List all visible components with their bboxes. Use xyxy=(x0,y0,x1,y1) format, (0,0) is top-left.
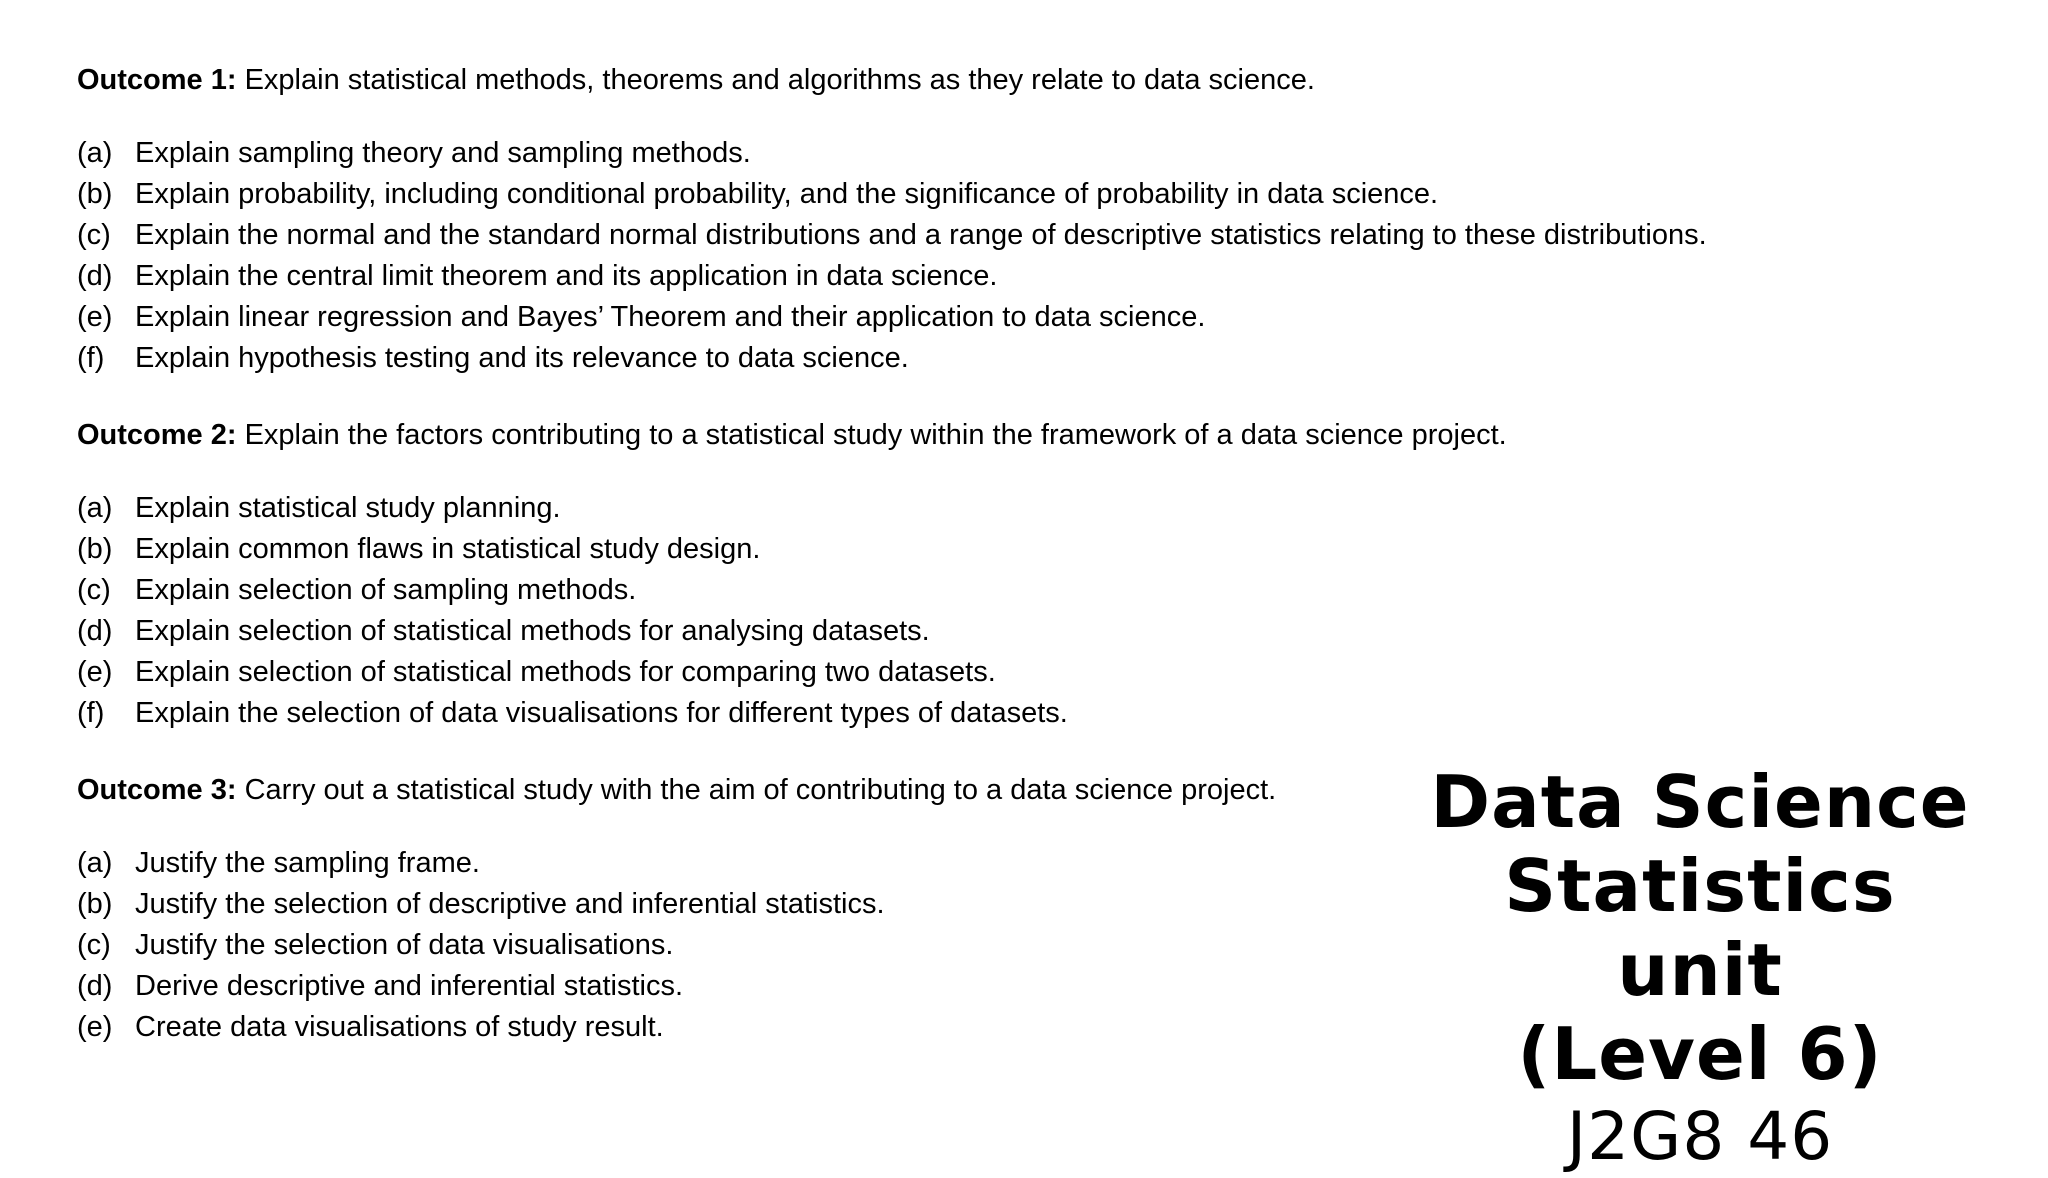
outcome-items xyxy=(77,133,1797,379)
item-marker: (c) xyxy=(77,929,111,961)
outcome-heading xyxy=(77,415,1797,456)
outcome-items xyxy=(77,488,1797,734)
item-text: Justify the selection of descriptive and inferential statistics. xyxy=(135,888,885,920)
item-marker: (d) xyxy=(77,615,113,647)
outcome-description: Explain the factors contributing to a statistical study within the framework of a data science project. xyxy=(236,419,1507,451)
list-item xyxy=(77,338,1797,379)
outcome-1 xyxy=(77,60,1797,379)
item-marker: (b) xyxy=(77,178,113,210)
item-marker: (a) xyxy=(77,847,113,879)
item-text: Explain the central limit theorem and its application in data science. xyxy=(135,260,998,292)
outcome-label: Outcome 1: xyxy=(77,64,237,96)
outcome-description: Carry out a statistical study with the aim of contributing to a data science project. xyxy=(236,774,1277,806)
item-text: Justify the sampling frame. xyxy=(135,847,480,879)
item-marker: (f) xyxy=(77,697,105,729)
item-marker: (e) xyxy=(77,301,113,333)
outcome-heading xyxy=(77,60,1797,101)
outcome-label: Outcome 2: xyxy=(77,419,237,451)
list-item xyxy=(77,611,1797,652)
list-item xyxy=(77,297,1797,338)
list-item xyxy=(77,529,1797,570)
item-marker: (c) xyxy=(77,219,111,251)
item-text: Explain sampling theory and sampling methods. xyxy=(135,137,751,169)
item-text: Explain hypothesis testing and its relevance to data science. xyxy=(135,342,909,374)
outcome-label: Outcome 3: xyxy=(77,774,237,806)
list-item xyxy=(77,652,1797,693)
item-marker: (d) xyxy=(77,260,113,292)
item-text: Explain linear regression and Bayes’ Theorem and their application to data science. xyxy=(135,301,1206,333)
list-item xyxy=(77,215,1797,256)
unit-code: J2G8 46 xyxy=(1566,1098,1834,1175)
unit-title-line-1: Data Science xyxy=(1430,760,1970,844)
list-item xyxy=(77,133,1797,174)
item-text: Explain probability, including conditional probability, and the significance of probability in data science. xyxy=(135,178,1439,210)
list-item xyxy=(77,570,1797,611)
item-marker: (b) xyxy=(77,888,113,920)
item-marker: (c) xyxy=(77,574,111,606)
list-item xyxy=(77,256,1797,297)
item-marker: (f) xyxy=(77,342,105,374)
item-text: Explain selection of sampling methods. xyxy=(135,574,637,606)
list-item xyxy=(77,488,1797,529)
item-text: Explain selection of statistical methods for comparing two datasets. xyxy=(135,656,996,688)
item-text: Create data visualisations of study result. xyxy=(135,1011,664,1043)
item-text: Explain selection of statistical methods for analysing datasets. xyxy=(135,615,930,647)
outcome-2 xyxy=(77,415,1797,734)
item-marker: (e) xyxy=(77,656,113,688)
item-text: Explain the normal and the standard normal distributions and a range of descriptive statistics relating to these distributions. xyxy=(135,219,1707,251)
item-text: Explain common flaws in statistical study design. xyxy=(135,533,761,565)
unit-level: (Level 6) xyxy=(1517,1012,1883,1096)
unit-title-line-2: Statistics unit xyxy=(1504,844,1896,1012)
outcome-description: Explain statistical methods, theorems and algorithms as they relate to data science. xyxy=(236,64,1315,96)
item-marker: (d) xyxy=(77,970,113,1002)
item-text: Explain the selection of data visualisations for different types of datasets. xyxy=(135,697,1068,729)
list-item xyxy=(77,174,1797,215)
item-text: Justify the selection of data visualisations. xyxy=(135,929,674,961)
list-item xyxy=(77,693,1797,734)
unit-title-block xyxy=(1420,760,1980,1178)
item-text: Derive descriptive and inferential statistics. xyxy=(135,970,684,1002)
item-text: Explain statistical study planning. xyxy=(135,492,561,524)
item-marker: (e) xyxy=(77,1011,113,1043)
item-marker: (b) xyxy=(77,533,113,565)
item-marker: (a) xyxy=(77,492,113,524)
item-marker: (a) xyxy=(77,137,113,169)
